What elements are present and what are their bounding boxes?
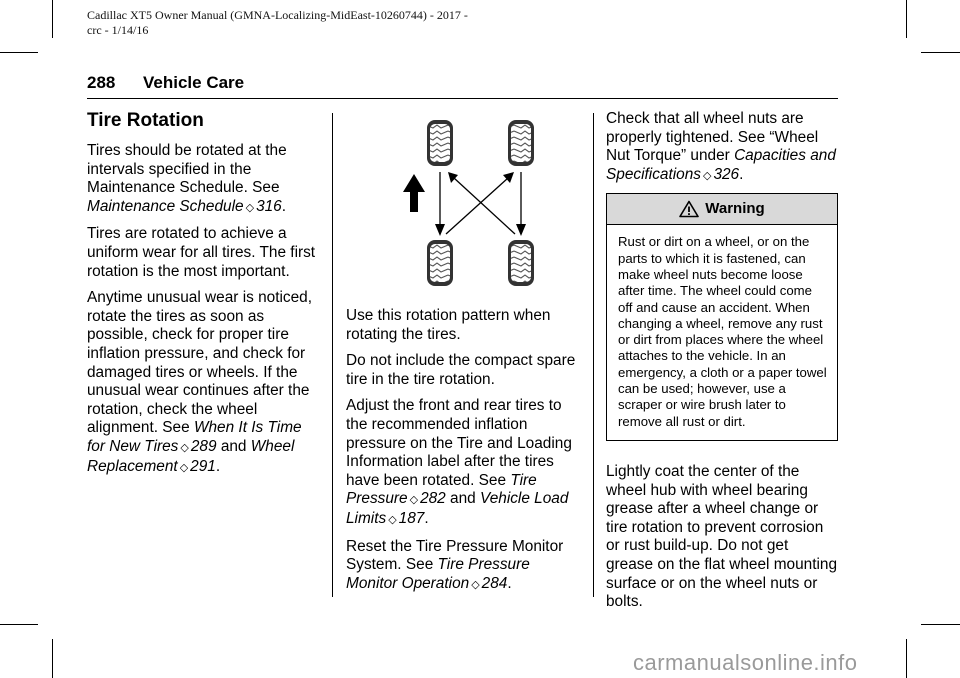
- page-ref-icon: ◇: [702, 169, 712, 182]
- paragraph: Use this rotation pattern when rotating the tires.: [346, 307, 551, 343]
- paragraph-text: Adjust the front and rear tires to the recommended inflation pressure on the Tire and Loading Information label after the tires have been rotated. See: [346, 397, 572, 489]
- page-ref-icon: ◇: [245, 201, 255, 214]
- page-reference[interactable]: 187: [398, 509, 425, 527]
- paragraph: Do not include the compact spare tire in the tire rotation.: [346, 352, 576, 388]
- tire-rotation-diagram: [360, 112, 560, 297]
- paragraph-text: Anytime unusual wear is noticed, rotate the tires as soon as possible, check for proper tire inflation pressure, and check for damaged tires or wheels. If the unusual wear continues after the rotation, check the wheel alignment. See: [87, 289, 312, 437]
- warning-title: Warning: [705, 200, 765, 218]
- crop-mark: [906, 0, 907, 38]
- page-number: 288: [87, 73, 116, 92]
- page-ref-icon: ◇: [179, 461, 189, 474]
- page-reference[interactable]: 289: [190, 437, 217, 455]
- tire-icon: [508, 240, 534, 286]
- document-header: [87, 8, 468, 38]
- vehicle-direction-arrow-icon: [403, 174, 425, 212]
- warning-body: Rust or dirt on a wheel, or on the parts to which it is fastened, can make wheel nuts become loose after time. The wheel could come off and cause an accident. When changing a wheel, remove any rust or dirt from places where the wheel attaches to the vehicle. In an emergency, a cloth or a paper towel can be used; however, use a scraper or wire brush later to remove all rust or dirt.: [618, 234, 827, 429]
- document-header-line1: Cadillac XT5 Owner Manual (GMNA-Localizing-MidEast-10260744) - 2017 -: [87, 8, 468, 22]
- crop-mark: [0, 52, 38, 53]
- cross-reference-link[interactable]: Maintenance Schedule: [87, 197, 244, 215]
- paragraph: Anytime unusual wear is noticed, rotate the tires as soon as possible, check for proper tire inflation pressure, and check for damaged tires or wheels. If the unusual wear continues after the rotation, check the wheel alignment. See When It Is Time for New Tires ◇ 289 and Wheel Replacement ◇ 291.: [87, 289, 317, 477]
- cross-reference-link[interactable]: Wheel Replacement: [87, 437, 295, 475]
- paragraph: Reset the Tire Pressure Monitor System. See Tire Pressure Monitor Operation ◇ 284.: [346, 538, 582, 595]
- column-2: [346, 110, 582, 602]
- cross-reference-link[interactable]: Tire Pressure: [346, 471, 537, 508]
- paragraph-text: Check that all wheel nuts are properly tightened. See “Wheel Nut Torque” under: [606, 110, 819, 165]
- document-header-line2: crc - 1/14/16: [87, 23, 149, 37]
- column-divider: [332, 113, 333, 597]
- crop-mark: [906, 639, 907, 678]
- page-ref-icon: ◇: [409, 494, 419, 507]
- heading-rule: [87, 98, 838, 99]
- page-reference[interactable]: 316: [256, 197, 282, 215]
- paragraph: Tires are rotated to achieve a uniform wear for all tires. The first rotation is the most important.: [87, 225, 316, 280]
- page-reference[interactable]: 326: [713, 165, 740, 183]
- section-title: Vehicle Care: [143, 73, 245, 92]
- warning-box: [606, 193, 838, 441]
- column-1: [87, 110, 317, 485]
- paragraph: Adjust the front and rear tires to the recommended inflation pressure on the Tire and Loading Information label after the tires have been rotated. See Tire Pressure ◇ 282 and Vehicle Load Limits ◇ 187.: [346, 397, 582, 529]
- column-3: [606, 110, 838, 620]
- rotation-arrow-icon: [435, 172, 526, 236]
- tire-icon: [427, 120, 453, 166]
- cross-reference-link[interactable]: Capacities and Specifications: [606, 147, 836, 183]
- page-heading: [87, 73, 838, 93]
- crop-mark: [921, 52, 960, 53]
- paragraph: Check that all wheel nuts are properly tightened. See “Wheel Nut Torque” under Capacities and Specifications ◇ 326.: [606, 110, 838, 185]
- page-reference[interactable]: 282: [420, 490, 446, 508]
- crop-mark: [52, 639, 53, 678]
- paragraph: Tires should be rotated at the intervals specified in the Maintenance Schedule. See Maintenance Schedule ◇ 316.: [87, 142, 317, 217]
- paragraph: Lightly coat the center of the wheel hub with wheel bearing grease after a wheel change or tire rotation to prevent corrosion or rust build-up. Do not get grease on the flat wheel mounting surface or on the wheel nuts or bolts.: [606, 462, 838, 611]
- watermark-text: carmanualsonline.info: [633, 650, 858, 675]
- cross-reference-link[interactable]: When It Is Time for New Tires: [87, 419, 302, 455]
- crop-mark: [52, 0, 53, 38]
- warning-icon: [679, 200, 699, 218]
- section-heading: Tire Rotation: [87, 110, 204, 131]
- cross-reference-link[interactable]: Vehicle Load Limits: [346, 490, 569, 527]
- page-ref-icon: ◇: [388, 513, 397, 526]
- page-ref-icon: ◇: [471, 578, 480, 591]
- page-ref-icon: ◇: [180, 441, 189, 454]
- paragraph-text: Tires should be rotated at the intervals specified in the Maintenance Schedule. See: [87, 142, 287, 197]
- crop-mark: [0, 624, 38, 625]
- tire-icon: [427, 240, 453, 286]
- cross-reference-link[interactable]: Tire Pressure Monitor Operation: [346, 556, 530, 592]
- conjunction: and: [450, 490, 476, 508]
- warning-header: [607, 194, 837, 225]
- column-divider: [593, 113, 594, 597]
- page-reference[interactable]: 291: [190, 457, 216, 475]
- paragraph-text: Reset the Tire Pressure Monitor System. See: [346, 537, 564, 574]
- page-reference[interactable]: 284: [481, 574, 508, 592]
- tire-icon: [508, 120, 534, 166]
- conjunction: and: [220, 437, 247, 455]
- crop-mark: [921, 624, 960, 625]
